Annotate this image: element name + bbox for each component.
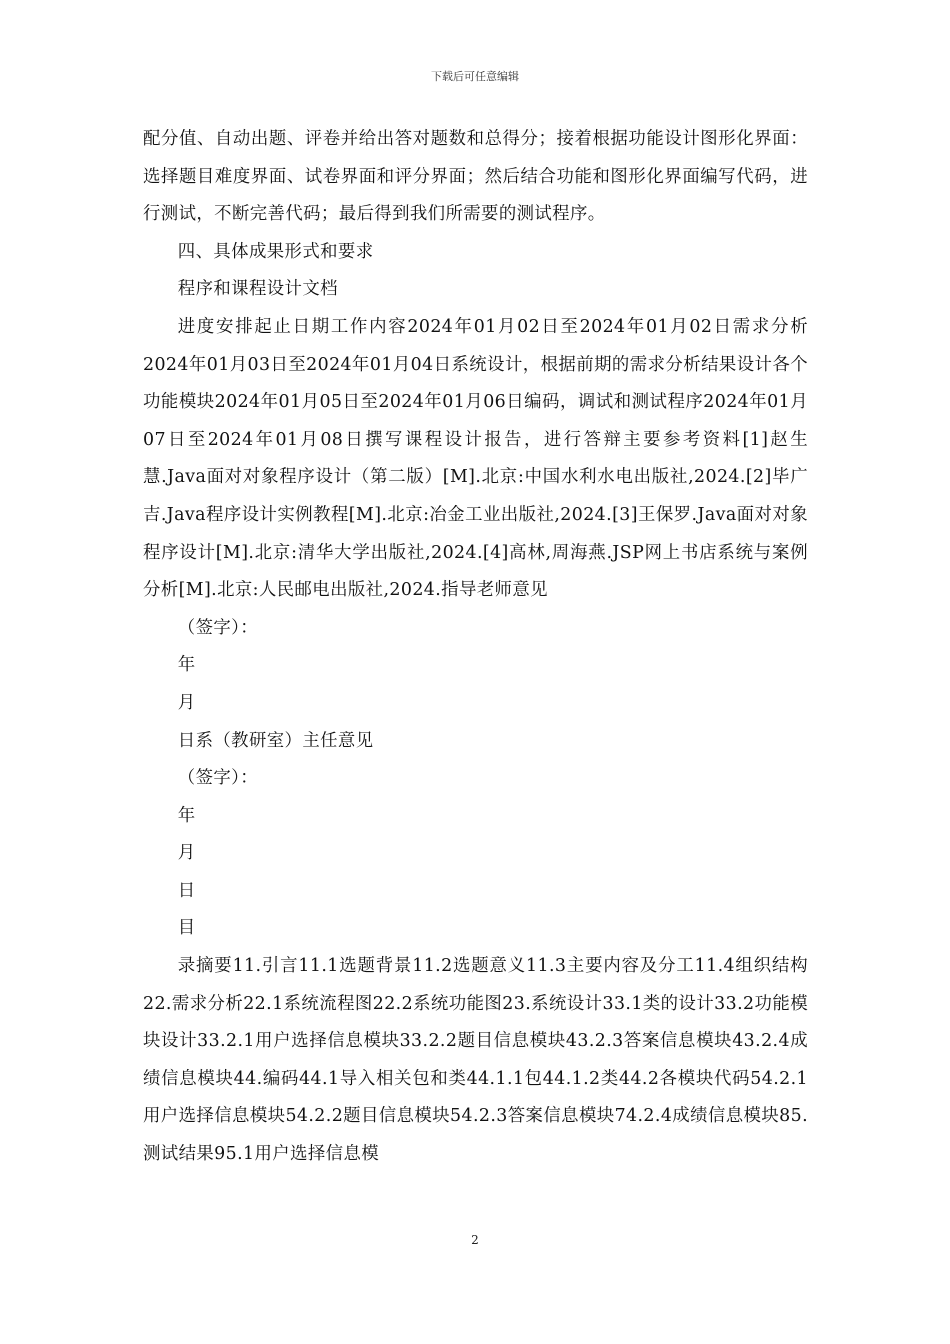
date-day: 日: [177, 880, 196, 901]
signature-line: （签字）：: [177, 617, 259, 638]
table-of-contents: 录摘要11.引言11.1选题背景11.2选题意义11.3主要内容及分工11.4组织结构22.需求分析22.1系统流程图22.2系统功能图23.系统设计33.1类的设计33.2功能模块设计33.2.1用户选择信息模块33.2.2题目信息模块43.2.3答案信息模块43.2.4成绩信息模块44.编码44.1导入相关包和类44.1.1包44.1.2类44.2各模块代码54.2.1用户选择信息模块54.2.2题目信息模块54.2.3答案信息模块74.2.4成绩信息模块85.测试结果95.1用户选择信息模: [143, 956, 808, 1165]
page-header: 下载后可任意编辑: [431, 70, 519, 83]
dept-director-opinion: 日系（教研室）主任意见: [177, 730, 374, 751]
document-body: [143, 121, 808, 1174]
paragraph-design-steps: 配分值、自动出题、评卷并给出答对题数和总得分；接着根据功能设计图形化界面：选择题目难度界面、试卷界面和评分界面；然后结合功能和图形化界面编写代码，进行测试，不断完善代码；最后得到我们所需要的测试程序。: [143, 129, 808, 225]
paragraph-schedule-references: 进度安排起止日期工作内容2024年01月02日至2024年01月02日需求分析2024年01月03日至2024年01月04日系统设计，根据前期的需求分析结果设计各个功能模块2024年01月05日至2024年01月06日编码，调试和测试程序2024年01月07日至2024年01月08日撰写课程设计报告，进行答辩主要参考资料[1]赵生慧.Java面对对象程序设计（第二版）[M].北京:中国水利水电出版社,2024.[2]毕广吉.Java程序设计实例教程[M].北京:冶金工业出版社,2024.[3]王保罗.Java面对对象程序设计[M].北京:清华大学出版社,2024.[4]高林,周海燕.JSP网上书店系统与案例分析[M].北京:人民邮电出版社,2024.指导老师意见: [143, 316, 808, 601]
date-year: 年: [177, 655, 196, 676]
signature-line: （签字）：: [177, 768, 259, 789]
date-month: 月: [177, 843, 196, 864]
toc-heading-char: 目: [177, 918, 196, 939]
page-number: 2: [471, 1233, 479, 1247]
section-heading-results: 四、具体成果形式和要求: [177, 241, 374, 262]
date-year: 年: [177, 805, 196, 826]
paragraph-deliverables: 程序和课程设计文档: [177, 279, 338, 300]
date-month: 月: [177, 692, 196, 713]
